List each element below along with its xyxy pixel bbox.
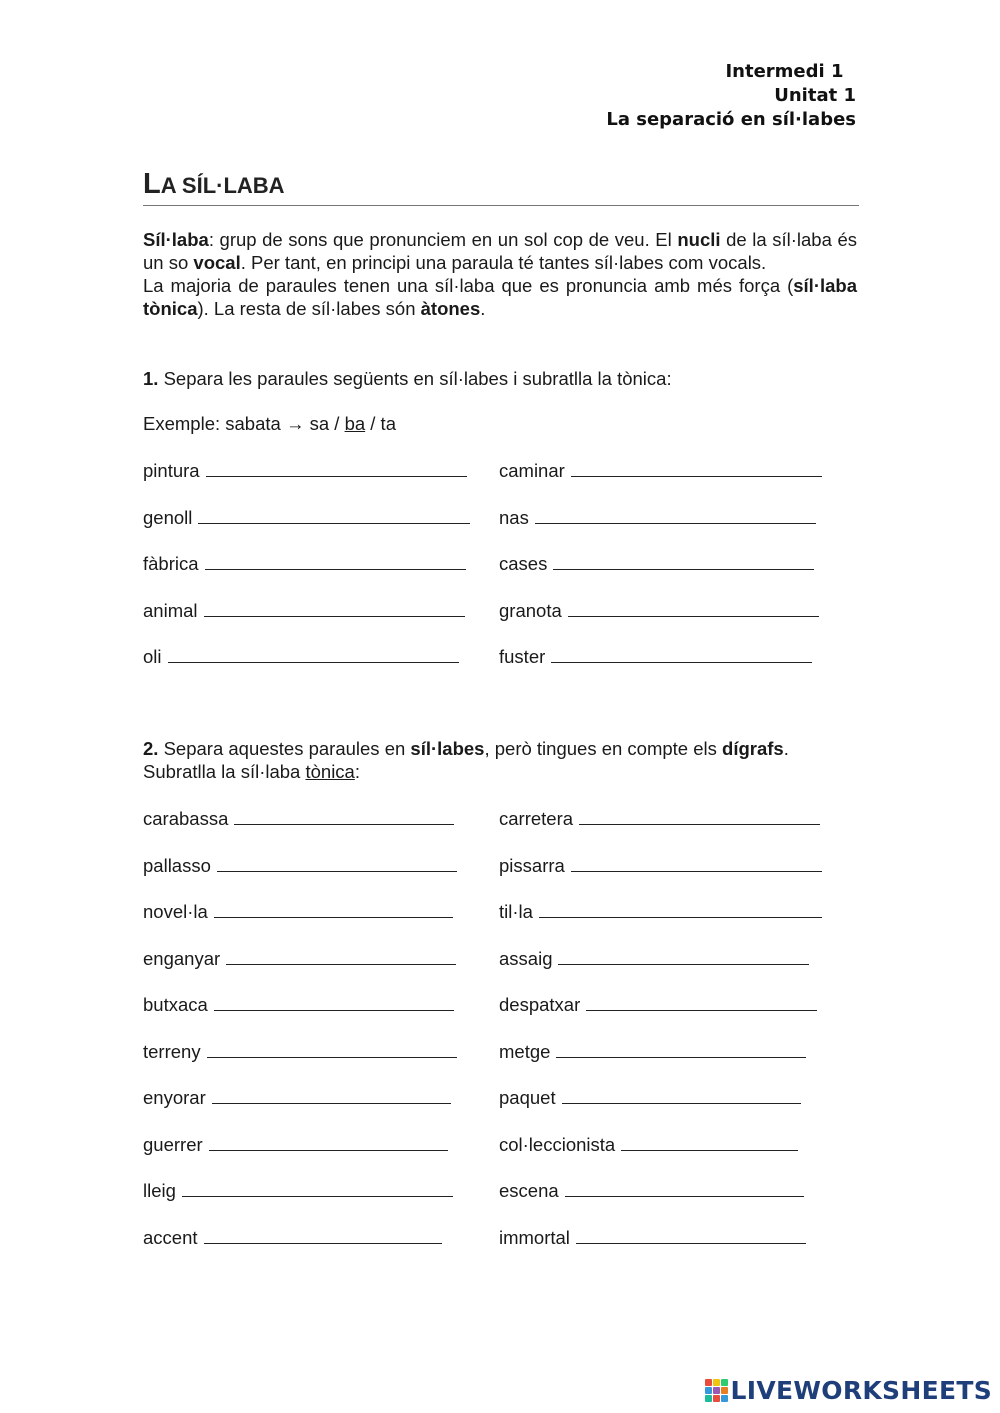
topic-label: La separació en síl·labes — [606, 109, 856, 130]
instruction-text: : — [354, 761, 360, 782]
example-text: / ta — [365, 413, 396, 434]
exercise-row — [143, 1178, 857, 1208]
exercise-number: 2. — [143, 738, 159, 759]
liveworksheets-logo — [705, 1376, 992, 1405]
answer-blank[interactable] — [205, 551, 466, 570]
instruction-text: Separa les paraules següents en síl·labes i subratlla la tònica: — [158, 368, 672, 389]
term-atones: àtones — [420, 298, 481, 319]
document-header — [606, 60, 856, 132]
answer-blank[interactable] — [204, 598, 466, 617]
logo-mark-icon — [705, 1379, 729, 1403]
word-item — [499, 644, 812, 668]
example-line — [143, 412, 396, 435]
exercise-row — [143, 644, 857, 674]
word-label: lleig — [143, 1180, 176, 1201]
exercise-number: 1. — [143, 368, 159, 389]
term-vocal: vocal — [193, 252, 241, 273]
answer-blank[interactable] — [568, 598, 819, 617]
answer-blank[interactable] — [234, 806, 454, 825]
word-label: genoll — [143, 506, 193, 528]
term-sillaba: Síl·laba — [143, 229, 209, 250]
answer-blank[interactable] — [558, 946, 809, 965]
exercise-row — [143, 806, 857, 836]
word-label: despatxar — [499, 994, 581, 1015]
word-label: fuster — [499, 646, 546, 667]
answer-blank[interactable] — [565, 1178, 804, 1197]
word-label: nas — [499, 506, 529, 528]
title-rest: A SÍL·LABA — [160, 173, 285, 198]
word-label: col·leccionista — [499, 1133, 616, 1155]
word-item — [499, 806, 820, 830]
word-label: metge — [499, 1040, 551, 1062]
arrow-icon: → — [285, 413, 305, 434]
word-item — [499, 1039, 806, 1063]
answer-blank[interactable] — [226, 946, 456, 965]
word-item — [499, 1132, 798, 1156]
exercise-row — [143, 1085, 857, 1115]
exercise-row — [143, 853, 857, 883]
example-tonic: ba — [344, 413, 366, 434]
term-sillabes: síl·labes — [410, 738, 485, 759]
intro-text: . — [480, 298, 486, 319]
word-item — [143, 598, 465, 622]
answer-blank[interactable] — [571, 458, 822, 477]
word-label: novel·la — [143, 901, 208, 922]
word-label: butxaca — [143, 994, 208, 1015]
exercise-row — [143, 992, 857, 1022]
title-initial: L — [143, 168, 161, 200]
intro-text: La majoria de paraules tenen una síl·laba que es pronuncia amb més força ( — [143, 275, 794, 296]
exercise-row — [143, 505, 857, 535]
word-item — [143, 1132, 448, 1156]
word-label: til·la — [499, 901, 533, 922]
exercise-row — [143, 1039, 857, 1069]
word-item — [499, 992, 817, 1016]
exercise-row — [143, 598, 857, 628]
answer-blank[interactable] — [556, 1039, 806, 1058]
exercise-row — [143, 1225, 857, 1255]
instruction-text: Subratlla la síl·laba — [143, 761, 306, 782]
answer-blank[interactable] — [553, 551, 814, 570]
word-item — [143, 458, 467, 482]
word-item — [143, 1225, 442, 1249]
word-item — [499, 1085, 801, 1109]
answer-blank[interactable] — [212, 1085, 451, 1104]
word-item — [143, 1039, 457, 1063]
word-item — [143, 551, 466, 575]
word-label: caminar — [499, 460, 565, 481]
answer-blank[interactable] — [168, 644, 459, 663]
word-label: guerrer — [143, 1133, 203, 1155]
word-label: pallasso — [143, 854, 211, 876]
word-label: assaig — [499, 947, 553, 969]
word-label: enganyar — [143, 947, 221, 969]
answer-blank[interactable] — [217, 853, 457, 872]
word-item — [143, 505, 470, 529]
word-label: escena — [499, 1180, 559, 1201]
intro-paragraph — [143, 228, 857, 320]
word-label: oli — [143, 646, 162, 667]
exercise-row — [143, 899, 857, 929]
answer-blank[interactable] — [539, 899, 822, 918]
word-item — [143, 1178, 453, 1202]
word-item — [143, 946, 456, 970]
word-item — [143, 806, 454, 830]
word-label: animal — [143, 599, 198, 621]
word-item — [143, 644, 459, 668]
answer-blank[interactable] — [214, 992, 454, 1011]
word-label: terreny — [143, 1040, 201, 1062]
term-digrafs: dígrafs — [722, 738, 784, 759]
answer-blank[interactable] — [621, 1132, 798, 1151]
word-item — [499, 1225, 806, 1249]
answer-blank[interactable] — [551, 644, 812, 663]
word-item — [499, 598, 819, 622]
word-item — [499, 458, 822, 482]
intro-text: . Per tant, en principi una paraula té tantes síl·labes com vocals. — [240, 252, 767, 273]
answer-blank[interactable] — [204, 1225, 442, 1244]
answer-blank[interactable] — [579, 806, 820, 825]
word-item — [143, 899, 453, 923]
example-text: Exemple: sabata — [143, 413, 286, 434]
word-label: immortal — [499, 1226, 570, 1248]
word-item — [499, 946, 809, 970]
intro-text: de la síl·laba és un so — [143, 229, 857, 273]
word-item — [143, 992, 454, 1016]
word-label: fàbrica — [143, 553, 199, 574]
answer-blank[interactable] — [198, 505, 470, 524]
exercise-row — [143, 1132, 857, 1162]
example-text: sa / — [304, 413, 345, 434]
word-item — [499, 853, 822, 877]
term-tonica: síl·laba tònica — [143, 275, 857, 319]
answer-blank[interactable] — [571, 853, 822, 872]
answer-blank[interactable] — [535, 505, 816, 524]
instruction-text: Separa aquestes paraules en — [158, 738, 411, 759]
answer-blank[interactable] — [206, 458, 467, 477]
intro-text: ). La resta de síl·labes són — [197, 298, 421, 319]
exercise-row — [143, 551, 857, 581]
instruction-text: , però tingues en compte els — [484, 738, 723, 759]
level-label: Intermedi 1 — [725, 61, 856, 82]
word-label: cases — [499, 553, 548, 574]
exercise-row — [143, 946, 857, 976]
word-item — [499, 899, 822, 923]
word-item — [499, 1178, 804, 1202]
answer-blank[interactable] — [586, 992, 817, 1011]
word-label: enyorar — [143, 1087, 206, 1108]
term-nucli: nucli — [677, 229, 721, 250]
answer-blank[interactable] — [576, 1225, 806, 1244]
word-label: accent — [143, 1226, 198, 1248]
answer-blank[interactable] — [209, 1132, 448, 1151]
unit-label: Unitat 1 — [774, 85, 856, 106]
answer-blank[interactable] — [207, 1039, 457, 1058]
exercise-1-instruction — [143, 367, 857, 390]
word-item — [499, 551, 814, 575]
logo-text: LIVEWORKSHEETS — [730, 1376, 992, 1405]
word-label: paquet — [499, 1087, 556, 1108]
word-label: carretera — [499, 808, 574, 829]
word-label: pintura — [143, 460, 200, 481]
answer-blank[interactable] — [182, 1178, 453, 1197]
word-label: pissarra — [499, 854, 565, 876]
word-label: carabassa — [143, 808, 229, 829]
word-item — [143, 853, 457, 877]
instruction-text: . — [783, 738, 789, 759]
word-item — [143, 1085, 451, 1109]
answer-blank[interactable] — [562, 1085, 801, 1104]
page-title — [143, 168, 859, 206]
word-item — [499, 505, 816, 529]
exercise-row — [143, 458, 857, 488]
word-label: granota — [499, 599, 562, 621]
exercise-2-instruction — [143, 737, 857, 783]
term-tonica-underlined: tònica — [305, 761, 355, 782]
intro-text: : grup de sons que pronunciem en un sol cop de veu. El — [208, 229, 678, 250]
answer-blank[interactable] — [214, 899, 453, 918]
